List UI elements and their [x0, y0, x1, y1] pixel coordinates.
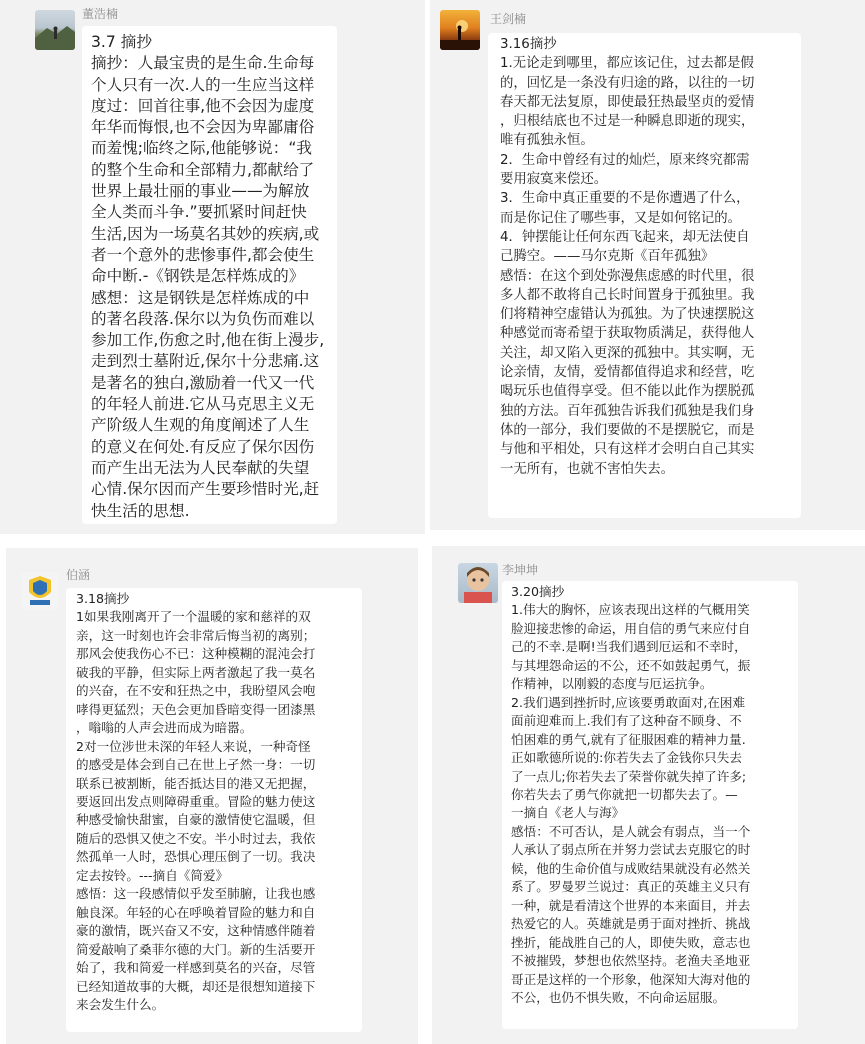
- message-text-line: 而是你记住了哪些事，又是如何铭记的。: [500, 210, 742, 226]
- message-text-line: 哥正是这样的一个形象，他深知大海对他的: [511, 971, 751, 987]
- message-text-line: 与其埋怨命运的不公，还不如鼓起勇气，振: [511, 657, 751, 673]
- message-text-line: 面前迎难而上.我们有了这种奋不顾身、不: [511, 713, 742, 729]
- message-text-line: 的著名段落.保尔以为负伤而难以: [91, 309, 315, 328]
- message-text-line: 1.无论走到哪里，都应该记住，过去都是假: [500, 56, 754, 72]
- message-text-line: 豪的激情，既兴奋又不安，这种情感伴随着: [76, 923, 316, 939]
- message-text-line: 而羞愧;临终之际,他能够说：“我: [91, 139, 313, 158]
- message-text-line: 你若失去了勇气你就把一切都失去了。—: [511, 786, 738, 802]
- message-bubble[interactable]: [502, 581, 798, 1029]
- message-text-line: 而产生出无法为人民奉献的失望: [91, 458, 310, 477]
- message-text-line: 一种，就是看清这个世界的本来面目，并去: [511, 897, 751, 913]
- message-text-line: 热爱它的人。英雄就是勇于面对挫折、挑战: [511, 916, 751, 932]
- mountain-photo-avatar-icon[interactable]: [35, 10, 75, 50]
- message-text-line: 2．生命中曾经有过的灿烂，原来终究都需: [500, 152, 750, 168]
- message-text-line: 正如歌德所说的:你若失去了金钱你只失去: [511, 750, 742, 766]
- message-text-line: 的年轻人前进.它从马克思主义无: [91, 395, 315, 414]
- message-text-line: 种感觉而寄希望于获取物质满足，获得他人: [500, 326, 755, 342]
- message-text-line: 那风会使我伤心不已：这种模糊的混沌会打: [76, 646, 316, 662]
- message-text-line: 者一个意外的悲惨事件,都会使生: [91, 245, 315, 264]
- message-text-line: 年华而悔恨,也不会因为卑鄙庸俗: [91, 118, 315, 137]
- message-text-line: 们将精神空虚错认为孤独。为了快速摆脱这: [500, 307, 755, 323]
- message-text-line: 哮得更猛烈；天色会更加昏暗变得一团漆黑: [76, 701, 316, 717]
- message-text-line: 要返回出发点则障碍重重。冒险的魅力使这: [76, 793, 316, 809]
- message-text-line: 感悟：在这个到处弥漫焦虑感的时代里，很: [500, 268, 755, 284]
- message-text-line: 亲，这一时刻也许会非常后悔当初的离别；: [76, 627, 316, 643]
- message-text-line: 论亲情，友情，爱情都值得追求和经营，吃: [500, 365, 755, 381]
- message-text-line: 快生活的思想.: [91, 501, 190, 520]
- message-text-line: 了一点儿;你若失去了荣誉你就失掉了许多;: [511, 768, 747, 784]
- message-text-line: 系了。罗曼罗兰说过：真正的英雄主义只有: [511, 879, 751, 895]
- message-text-line: 的，回忆是一条没有归途的路，以往的一切: [500, 75, 755, 91]
- message-text-line: 3.16摘抄: [500, 37, 557, 52]
- message-text-line: 的整个生命和全部精力,都献给了: [91, 160, 315, 179]
- message-text-line: 己的不幸.是啊!当我们遇到厄运和不幸时，: [511, 639, 747, 655]
- message-text-line: 4．钟摆能让任何东西飞起来，却无法使自: [500, 229, 750, 245]
- message-text-line: 候，他的生命价值与成败结果就没有必然关: [511, 860, 751, 876]
- message-text-line: 作精神，以刚毅的态度与厄运抗争。: [511, 676, 713, 692]
- message-text-line: 3.20摘抄: [511, 584, 565, 599]
- message-text-line: 随后的恐惧又使之不安。半小时过去，我依: [76, 830, 316, 846]
- message-text-line: 春天都无法复原，即使最狂热最坚贞的爱情: [500, 94, 755, 110]
- message-text-line: ，嗡嗡的人声会进而成为暗嚣。: [76, 720, 253, 736]
- message-text-line: 脸迎接悲惨的命运，用自信的勇气来应付自: [511, 620, 751, 636]
- message-bubble[interactable]: [488, 33, 801, 518]
- message-text-line: 一无所有，也就不害怕失去。: [500, 461, 675, 477]
- message-text-line: 种感受愉快甜蜜，自豪的激情使它温暖，但: [76, 812, 316, 828]
- message-text-line: 要用寂寞来偿还。: [500, 172, 608, 188]
- message-text-line: 命中断.-《钢铁是怎样炼成的》: [91, 267, 305, 286]
- message-text-line: 3.18摘抄: [76, 591, 130, 606]
- message-text-line: 走到烈士墓附近,保尔十分悲痛.这: [91, 352, 320, 371]
- message-text-line: 的感受是体会到自己在世上孑然一身：一切: [76, 757, 316, 773]
- message-text-line: 摘抄：人最宝贵的是生命.生命每: [91, 54, 315, 73]
- school-emblem-avatar-icon[interactable]: [21, 572, 59, 610]
- message-text-line: 简爱敲响了桑菲尔德的大门。新的生活要开: [76, 941, 316, 957]
- message-text-line: 心情.保尔因而产生要珍惜时光,赶: [91, 480, 320, 499]
- message-text-line: 1如果我刚离开了一个温暖的家和慈祥的双: [76, 609, 311, 625]
- author-name: 伯涵: [66, 568, 91, 582]
- message-text-line: 怕困难的勇气,就有了征服困难的精神力量.: [511, 731, 746, 747]
- message-text-line: 产阶级人生观的角度阐述了人生: [91, 416, 310, 435]
- message-text-line: 已经知道故事的大概，却还是很想知道接下: [76, 978, 316, 994]
- message-text-line: 多人都不敢将自己长时间置身于孤独里。我: [500, 287, 755, 303]
- message-text-line: 度过：回首往事,他不会因为虚度: [91, 96, 315, 115]
- message-text-line: 挫折，能战胜自己的人，即使失败，意志也: [511, 934, 751, 950]
- message-text-line: 体的一部分，我们要做的不是摆脱它，而是: [500, 422, 755, 438]
- message-text-line: 的兴奋，在不安和狂热之中，我盼望风会咆: [76, 683, 316, 699]
- child-photo-avatar-icon[interactable]: [458, 563, 498, 603]
- message-text-line: 的意义在何处.有反应了保尔因伤: [91, 437, 315, 456]
- message-bubble[interactable]: [82, 26, 337, 524]
- author-name: 董浩楠: [82, 7, 119, 21]
- message-text-line: 不公，也仍不惧失败，不向命运屈服。: [511, 989, 726, 1005]
- message-bubble[interactable]: [66, 588, 362, 1032]
- message-text-line: 然孤单一人时，恐惧心理压倒了一切。我决: [76, 849, 316, 865]
- message-text-line: 定去按铃。---摘自《简爱》: [76, 867, 229, 883]
- message-text-line: 1.伟大的胸怀，应该表现出这样的气概用笑: [511, 602, 750, 618]
- message-text-line: ，归根结底也不过是一种瞬息即逝的现实，: [500, 114, 755, 130]
- message-text-line: 感想：这是钢铁是怎样炼成的中: [91, 288, 310, 307]
- author-name: 王剑楠: [490, 12, 527, 26]
- message-text-line: 独的方法。百年孤独告诉我们孤独是我们身: [500, 403, 755, 419]
- message-text-line: 喝玩乐也值得享受。但不能以此作为摆脱孤: [500, 384, 755, 400]
- message-text-line: 一摘自《老人与海》: [511, 805, 625, 821]
- message-text-line: 参加工作,伤愈之时,他在街上漫步,: [91, 331, 325, 350]
- message-text-line: 关注，却又陷入更深的孤独中。其实啊，无: [500, 345, 755, 361]
- author-name: 李坤坤: [502, 563, 539, 577]
- message-text-line: 2对一位涉世未深的年轻人来说，一种奇怪: [76, 738, 311, 754]
- sunset-silhouette-avatar-icon[interactable]: [440, 10, 480, 50]
- message-text-line: 己腾空。——马尔克斯《百年孤独》: [500, 249, 715, 265]
- message-text-line: 3.7 摘抄: [91, 33, 152, 51]
- message-text-line: 联系已被割断，能否抵达目的港又无把握，: [76, 775, 316, 791]
- message-text-line: 个人只有一次.人的一生应当这样: [91, 75, 315, 94]
- message-text-line: 与他和平相处，只有这样才会明白自己其实: [500, 442, 755, 458]
- message-text-line: 是著名的独白,激励着一代又一代: [91, 373, 315, 392]
- message-text-line: 唯有孤独永恒。: [500, 133, 594, 149]
- message-text-line: 来会发生什么。: [76, 996, 165, 1012]
- message-text-line: 2.我们遇到挫折时,应该要勇敢面对,在困难: [511, 694, 746, 710]
- message-text-line: 生活,因为一场莫名其妙的疾病,或: [91, 224, 320, 243]
- message-text-line: 触良深。年轻的心在呼唤着冒险的魅力和自: [76, 904, 316, 920]
- message-text-line: 人承认了弱点所在并努力尝试去克服它的时: [511, 842, 751, 858]
- message-text-line: 不被摧毁，梦想也依然坚持。老渔夫圣地亚: [511, 953, 751, 969]
- message-text-line: 感悟：不可否认，是人就会有弱点，当一个: [511, 823, 751, 839]
- message-text-line: 始了，我和简爱一样感到莫名的兴奋，尽管: [76, 960, 316, 976]
- message-text-line: 世界上最壮丽的事业——为解放: [91, 182, 310, 201]
- message-text-line: 3．生命中真正重要的不是你遭遇了什么，: [500, 191, 750, 207]
- message-text-line: 感悟：这一段感情似乎发至肺腑，让我也感: [76, 886, 316, 902]
- message-text-line: 破我的平静，但实际上两者激起了我一莫名: [76, 664, 316, 680]
- message-text-line: 全人类而斗争.”要抓紧时间赶快: [91, 203, 307, 222]
